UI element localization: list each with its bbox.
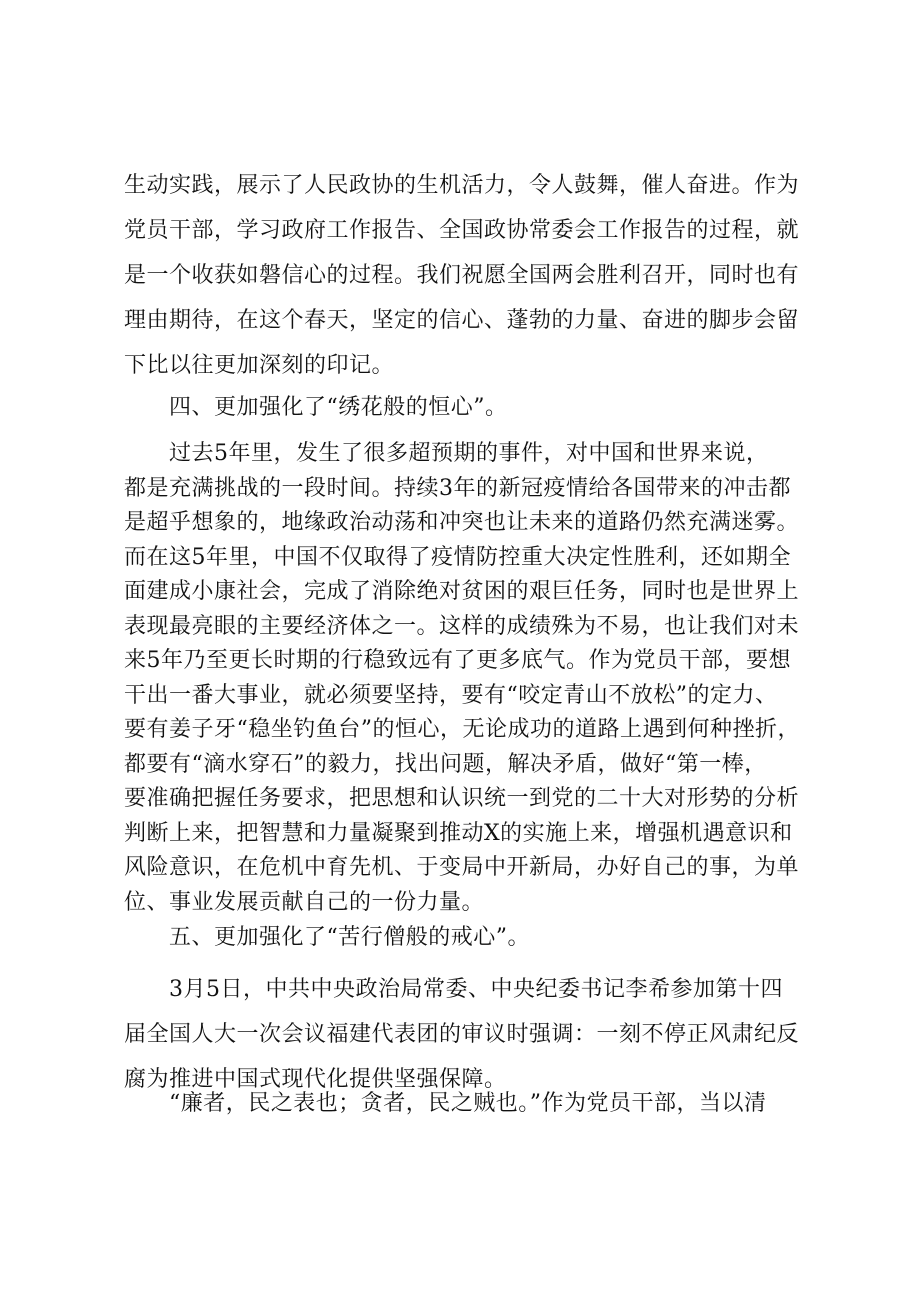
text-line: 风险意识，在危机中育先机、于变局中开新局，办好自己的事，为单 (124, 855, 800, 880)
text-line: 要准确把握任务要求，把思想和认识统一到党的二十大对形势的分析 (124, 786, 800, 811)
text-line: 要有姜子牙“稳坐钓鱼台”的恒心，无论成功的道路上遇到何种挫折， (124, 717, 800, 742)
paragraph-integrity-quote (124, 1081, 824, 1126)
text-line: 都是充满挑战的一段时间。持续3年的新冠疫情给各国带来的冲击都 (124, 475, 791, 501)
text-line: 表现最亮眼的主要经济体之一。这样的成绩殊为不易，也让我们对未 (124, 613, 800, 639)
text-line: 腐为推进中国式现代化提供坚强保障。 (124, 1067, 507, 1092)
text-line: 面建成小康社会，完成了消除绝对贫困的艰巨任务，同时也是世界上 (124, 579, 800, 604)
text-line: 党员干部，学习政府工作报告、全国政协常委会工作报告的过程，就 (124, 218, 800, 243)
text-line: 来5年乃至更长时期的行稳致远有了更多底气。作为党员干部，要想 (124, 648, 791, 673)
text-line: 是超乎想象的，地缘政治动荡和冲突也让未来的道路仍然充满迷雾。 (124, 510, 800, 535)
text-line: 届全国人大一次会议福建代表团的审议时强调：一刻不停正风肃纪反 (124, 1022, 800, 1047)
text-line: 判断上来，把智慧和力量凝聚到推动X的实施上来，增强机遇意识和 (124, 820, 793, 846)
section-heading-5 (124, 915, 824, 960)
text-line: 都要有“滴水穿石”的毅力，找出问题，解决矛盾，做好“第一棒， (124, 751, 767, 777)
heading-text: 四、更加强化了“绣花般的恒心”。 (124, 395, 508, 420)
text-line: 是一个收获如磐信心的过程。我们祝愿全国两会胜利召开，同时也有 (124, 263, 800, 288)
text-line: 位、事业发展贡献自己的一份力量。 (124, 889, 485, 915)
text-line: 干出一番大事业，就必须要坚持，要有“咬定青山不放松”的定力、 (124, 682, 778, 708)
text-line: 3月5日，中共中央政治局常委、中央纪委书记李希参加第十四 (124, 977, 783, 1002)
heading-text: 五、更加强化了“苦行僧般的戒心”。 (124, 925, 530, 950)
text-line: 下比以往更加深刻的印记。 (124, 353, 395, 378)
text-line: 生动实践，展示了人民政协的生机活力，令人鼓舞，催人奋进。作为 (124, 173, 800, 198)
paragraph-past-five-years (124, 437, 824, 920)
text-line: 过去5年里，发生了很多超预期的事件，对中国和世界来说， (124, 441, 769, 466)
section-heading-4 (124, 385, 824, 430)
paragraph-continuation (124, 163, 824, 388)
text-line: 而在这5年里，中国不仅取得了疫情防控重大决定性胜利，还如期全 (124, 544, 791, 570)
text-line: “廉者，民之表也；贪者，民之贼也。”作为党员干部，当以清 (124, 1091, 767, 1116)
text-line: 理由期待，在这个春天，坚定的信心、蓬勃的力量、奋进的脚步会留 (124, 308, 800, 333)
